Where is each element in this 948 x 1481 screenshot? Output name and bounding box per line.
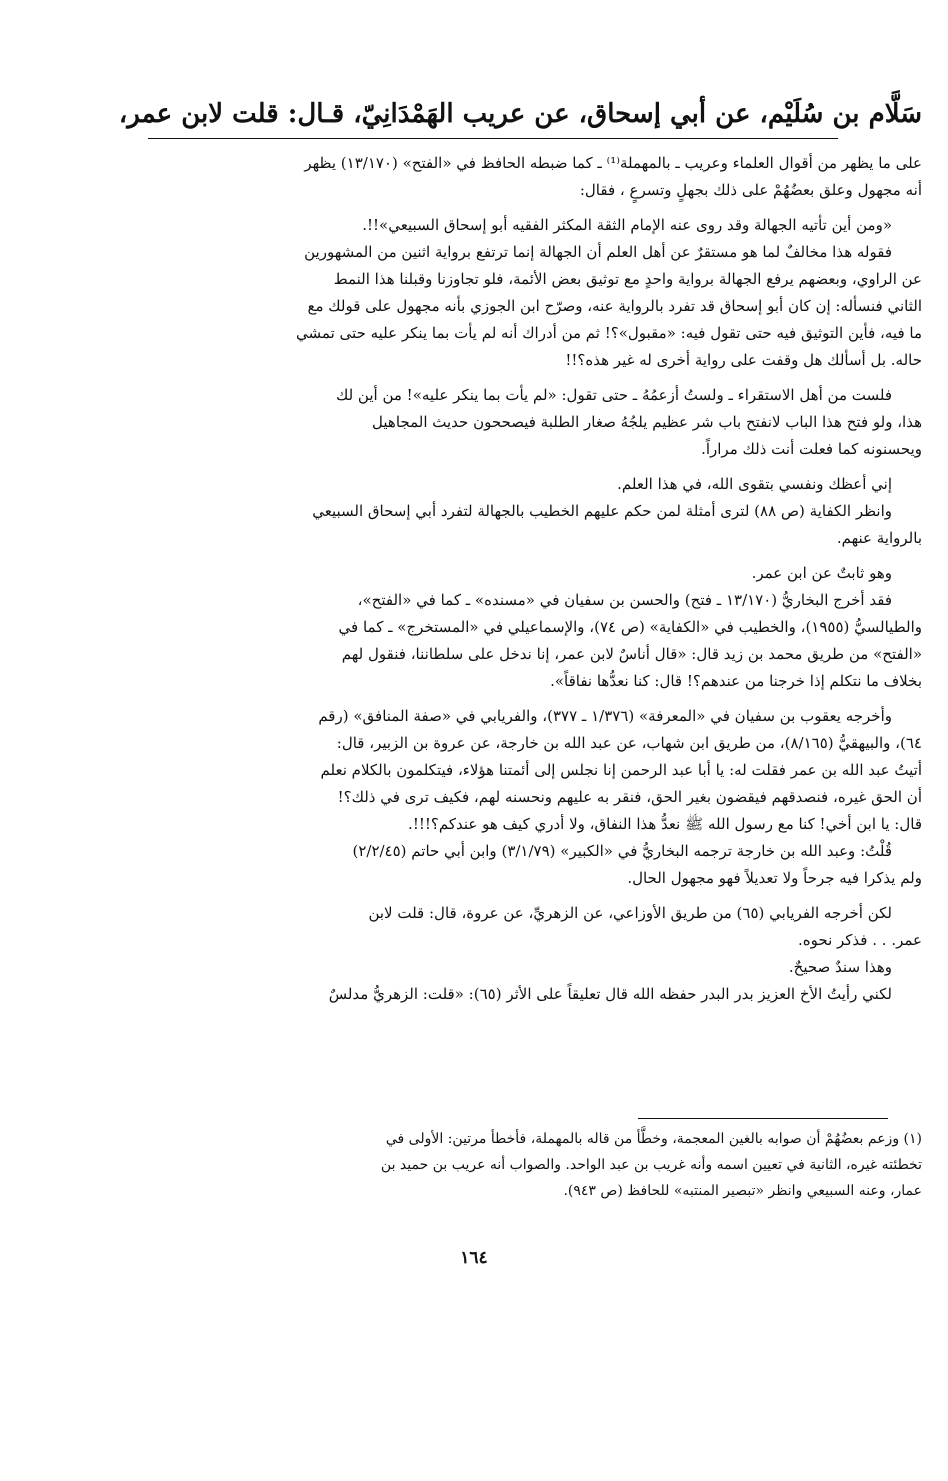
body-line: ولم يذكرا فيه جرحاً ولا تعديلاً فهو مجهول الحال. <box>627 869 922 887</box>
body-line: حاله. بل أسألك هل وقفت على رواية أخرى له غير هذه؟!! <box>565 351 922 369</box>
body-line: أتيتُ عبد الله بن عمر فقلت له: يا أبا عبد الرحمن إنا نجلس إلى أئمتنا هؤلاء، فيتكلمون بالكلام نعلم <box>320 761 922 779</box>
footnote-line: (١) وزعم بعضُهُمْ أن صوابه بالغين المعجمة، وخطَّأ من قاله بالمهملة، فأخطأ مرتين: الأولى في <box>385 1131 922 1147</box>
body-line: على ما يظهر من أقوال العلماء وعريب ـ بالمهملة⁽¹⁾ ـ كما ضبطه الحافظ في «الفتح» (١٣/١٧٠) يظهر <box>304 154 922 172</box>
body-line: ويحسنونه كما فعلت أنت ذلك مراراً. <box>701 440 922 458</box>
body-line: فلست من أهل الاستقراء ـ ولستُ أزعمُهُ ـ حتى تقول: «لم يأت بما ينكر عليه»! من أين لك <box>335 386 892 404</box>
body-line: والطيالسيُّ (١٩٥٥)، والخطيب في «الكفاية» (ص ٧٤)، والإسماعيلي في «المستخرج» ـ كما في <box>338 618 922 636</box>
footnote <box>62 1126 922 1204</box>
running-header: سَلَّام بن سُلَيْم، عن أبي إسحاق، عن عريب الهَمْدَانِيّ، قـال: قلت لابن عمر، <box>118 99 922 129</box>
body-line: «ومن أين تأتيه الجهالة وقد روى عنه الإمام الثقة المكثر الفقيه أبو إسحاق السبيعي»!!. <box>362 216 892 234</box>
body-line: ٦٤)، والبيهقيُّ (٨/١٦٥)، من طريق ابن شهاب، عن عبد الله بن خارجة، عن عروة بن الزبير، قال: <box>336 734 922 752</box>
footnote-rule <box>638 1118 888 1119</box>
footnote-line: تخطئته غيره، الثانية في تعيين اسمه وأنه غريب بن عبد الواحد. والصواب أنه عريب بن حميد بن <box>380 1157 922 1173</box>
body-line: وانظر الكفاية (ص ٨٨) لترى أمثلة لمن حكم عليهم الخطيب بالجهالة لتفرد أبي إسحاق السبيعي <box>312 502 892 520</box>
body-line: قال: يا ابن أخي! كنا مع رسول الله ﷺ نعدُّ هذا النفاق، ولا أدري كيف هو عندكم؟!!!. <box>408 815 922 833</box>
body-line: وأخرجه يعقوب بن سفيان في «المعرفة» (١/٣٧٦ ـ ٣٧٧)، والفريابي في «صفة المنافق» (رقم <box>318 707 892 725</box>
body-line: وهو ثابتٌ عن ابن عمر. <box>751 564 892 582</box>
body-line: فقوله هذا مخالفٌ لما هو مستقرٌ عن أهل العلم أن الجهالة إنما ترتفع برواية اثنين من المشهورين <box>304 243 892 261</box>
body-line: ما فيه، فأين التوثيق فيه حتى تقول فيه: «مقبول»؟! ثم من أدراك أنه لم يأت بما ينكر عليه حتى تمشي <box>296 324 922 342</box>
body-line: أنه مجهول وعلق بعضُهُمْ على ذلك بجهلٍ وتسرعٍ ، فقال: <box>579 181 922 199</box>
body-line: وهذا سندٌ صحيحٌ. <box>788 958 892 976</box>
header-rule <box>148 138 838 139</box>
body-line: لكني رأيتُ الأخ العزيز بدر البدر حفظه الله قال تعليقاً على الأثر (٦٥): «قلت: الزهريُّ مدلسٌ <box>328 985 892 1003</box>
body-line: بخلاف ما نتكلم إذا خرجنا من عندهم؟! قال: كنا نعدُّها نفاقاً». <box>550 672 922 690</box>
body-line: عن الراوي، وبعضهم يرفع الجهالة برواية واحدٍ مع توثيق بعض الأئمة، فلو تجاوزنا وقبلنا هذا النمط <box>333 270 922 288</box>
body-line: الثاني فنسأله: إن كان أبو إسحاق قد تفرد بالرواية عنه، وصرّح ابن الجوزي بأنه مجهول على قولك مع <box>307 297 922 315</box>
body-line: قُلْتُ: وعبد الله بن خارجة ترجمه البخاريُّ في «الكبير» (٣/١/٧٩) وابن أبي حاتم (٢/٢/٤٥) <box>352 842 892 860</box>
body-line: أن الحق غيره، فنصدقهم فيقضون بغير الحق، فنقر به عليهم ونحسنه لهم، فكيف ترى في ذلك؟! <box>337 788 922 806</box>
body-line: «الفتح» من طريق محمد بن زيد قال: «قال أناسٌ لابن عمر، إنا ندخل على سلطاننا، فنقول لهم <box>341 645 922 663</box>
page-number: ١٦٤ <box>460 1248 488 1268</box>
body-line: لكن أخرجه الفريابي (٦٥) من طريق الأوزاعي، عن الزهريِّ، عن عروة، قال: قلت لابن <box>368 904 892 922</box>
body-line: عمر. . . فذكر نحوه. <box>798 931 922 949</box>
body-line: إني أعظك ونفسي بتقوى الله، في هذا العلم. <box>617 475 892 493</box>
body-text <box>62 150 922 1008</box>
body-line: بالرواية عنهم. <box>836 529 922 547</box>
body-line: فقد أخرج البخاريُّ (١٣/١٧٠ ـ فتح) والحسن بن سفيان في «مسنده» ـ كما في «الفتح»، <box>357 591 892 609</box>
footnote-line: عمار، وعنه السبيعي وانظر «تبصير المنتبه» للحافظ (ص ٩٤٣). <box>563 1183 922 1199</box>
body-line: هذا، ولو فتح هذا الباب لانفتح باب شر عظيم يلجُهُ صغار الطلبة فيصححون حديث المجاهيل <box>372 413 922 431</box>
